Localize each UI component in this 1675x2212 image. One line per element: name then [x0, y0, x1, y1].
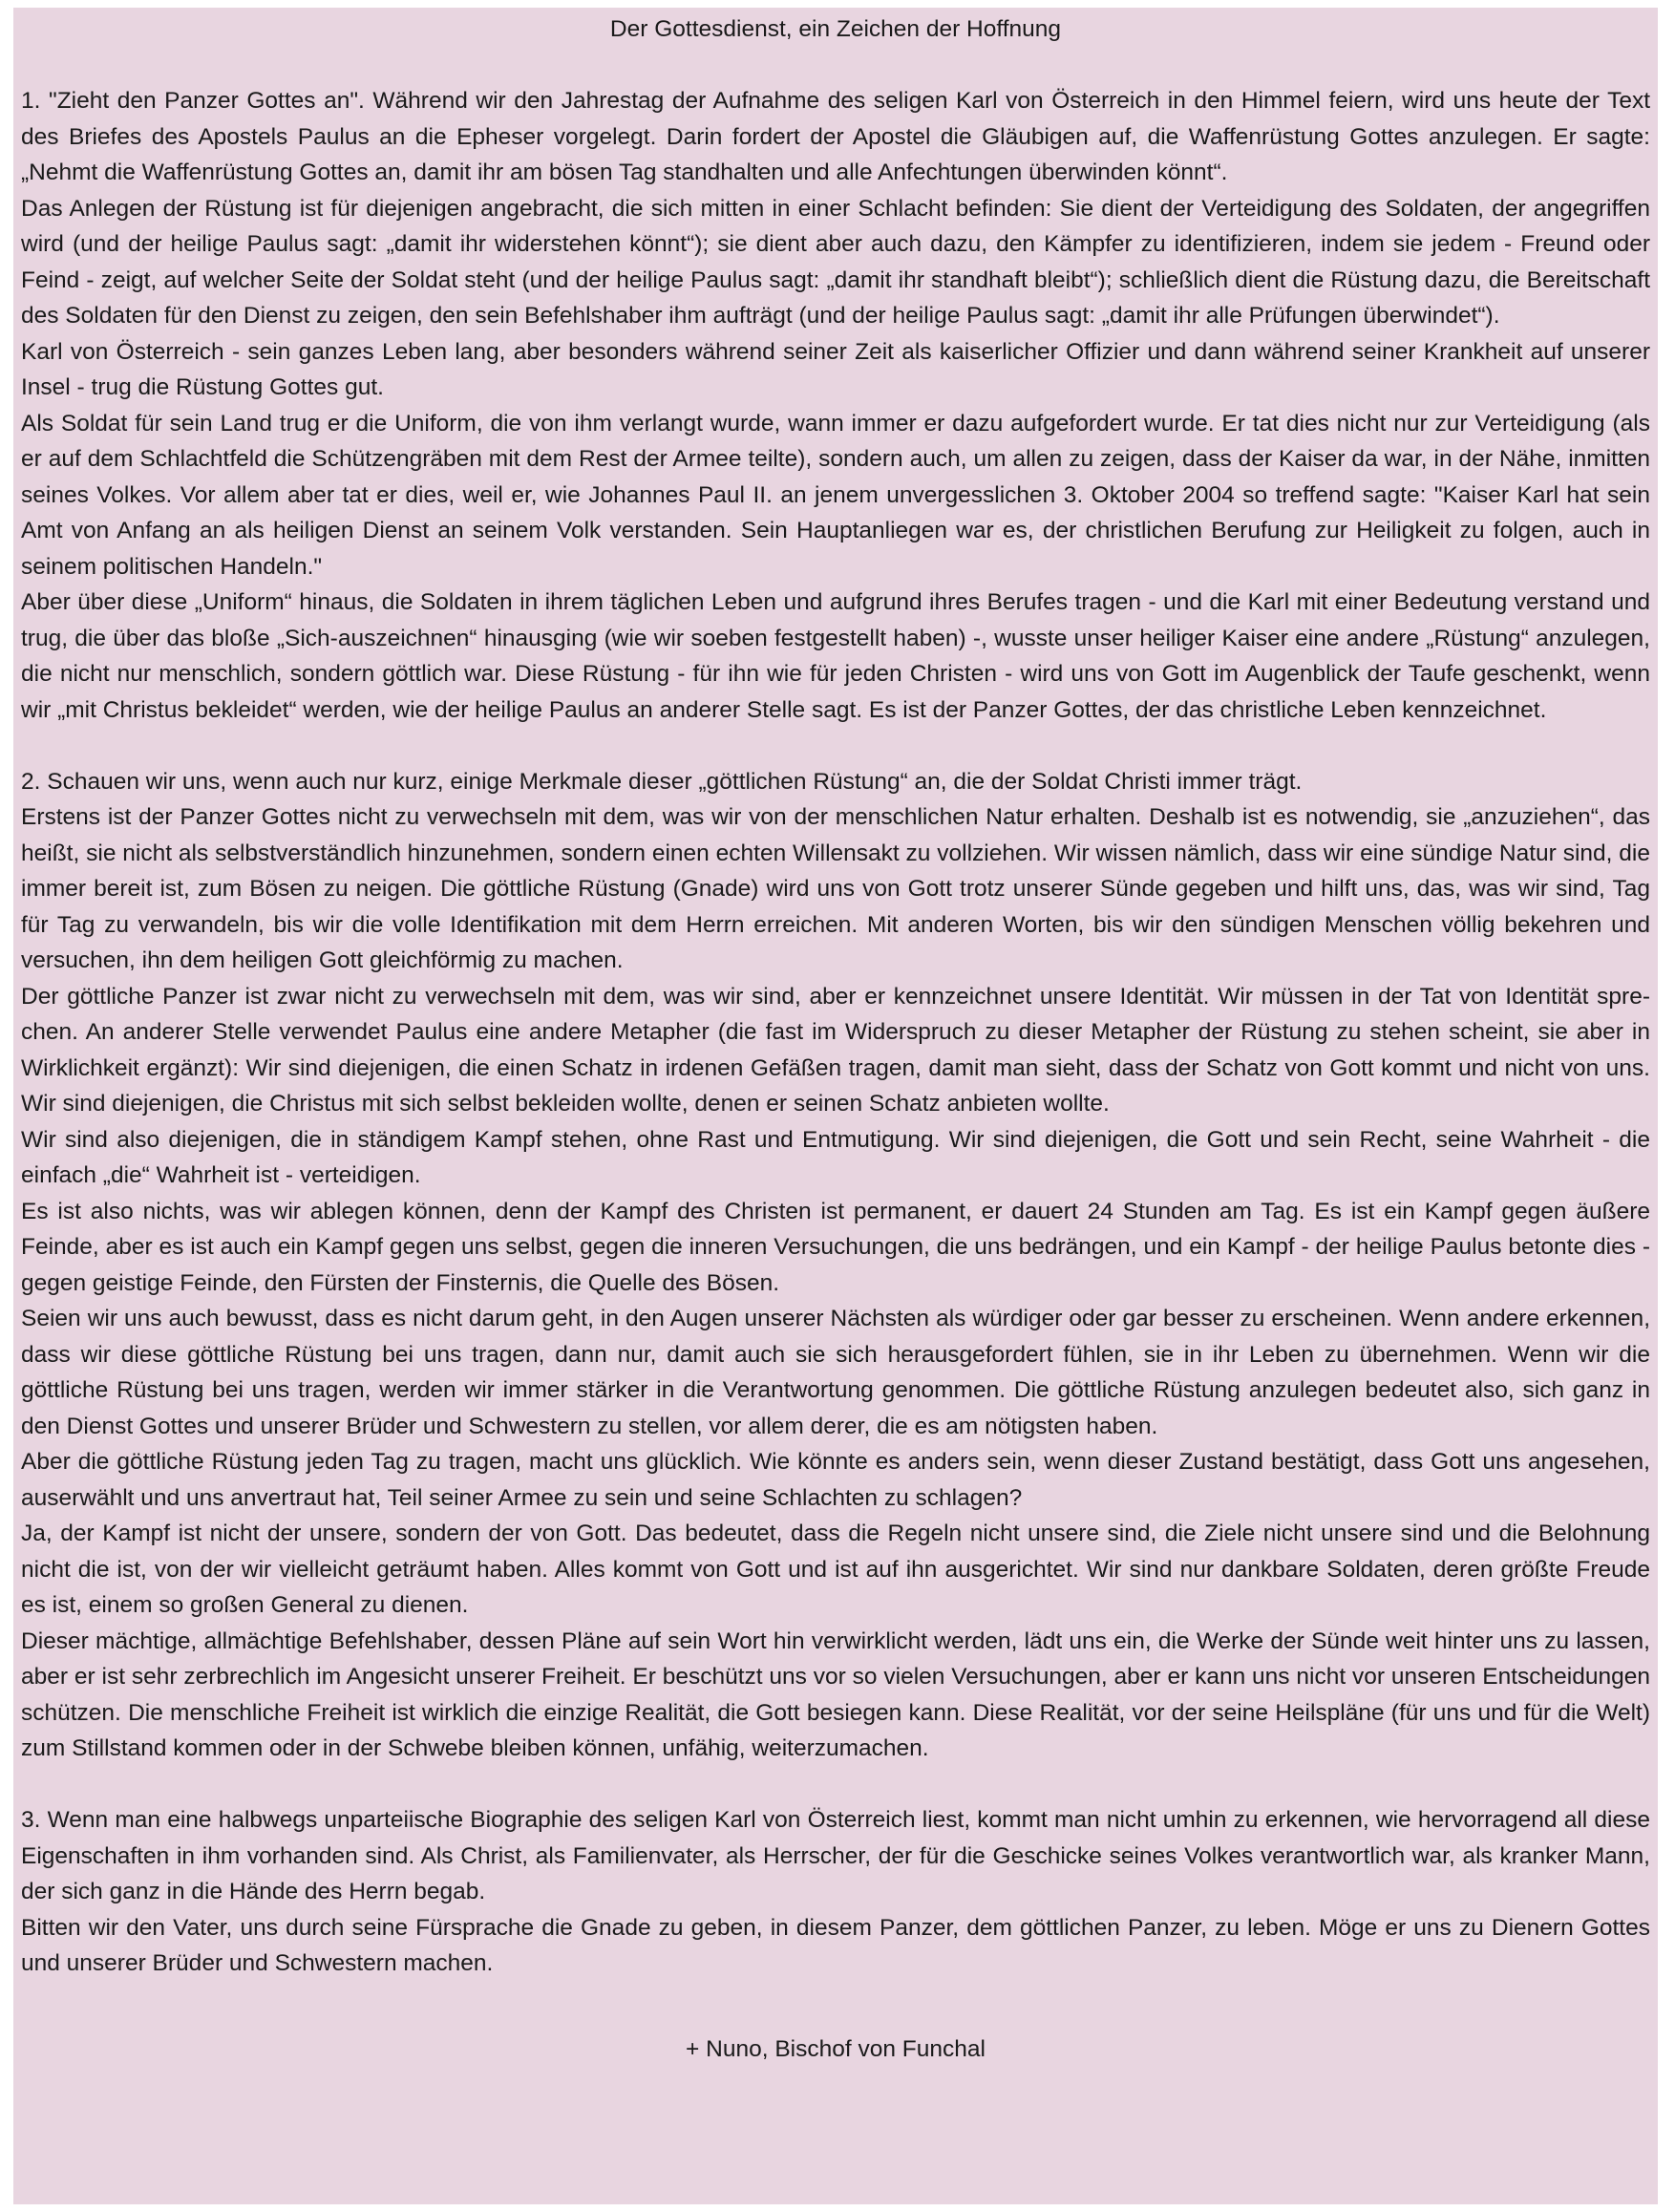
section-1: [21, 83, 1650, 728]
paragraph: Dieser mächtige, allmächtige Befehlshaber, dessen Pläne auf sein Wort hin verwirklicht werden, lädt uns ein, die Werke der Sünde weit hinter uns zu lassen, aber er ist sehr zerbrechlich im Angesicht unserer Freiheit. Er beschützt uns vor so vielen Versuchungen, aber er kann uns nicht vor unseren Entscheidungen schützen. Die menschliche Freiheit ist wirklich die einzige Realität, die Gott besiegen kann. Diese Realität, vor der seine Heilspläne (für uns und für die Welt) zum Stillstand kommen oder in der Schwebe bleiben können, unfähig, weiterzumachen.: [21, 1627, 1650, 1761]
paragraph: Ja, der Kampf ist nicht der unsere, sondern der von Gott. Das bedeutet, dass die Regeln nicht unsere sind, die Ziele nicht unsere sind und die Belohnung nicht die ist, von der wir vielleicht geträumt haben. Alles kommt von Gott und ist auf ihn ausgerichtet. Wir sind nur dankbare Soldaten, deren größte Freude es ist, einem so großen General zu dienen.: [21, 1521, 1650, 1618]
spacer: [21, 48, 1650, 84]
paragraph: Bitten wir den Vater, uns durch seine Fürsprache die Gnade zu geben, in diesem Panzer, dem göttlichen Panzer, zu leben. Möge er uns zu Dienern Gottes und unserer Brüder und Schwestern machen.: [21, 1914, 1650, 1976]
paragraph: Erstens ist der Panzer Gottes nicht zu verwechseln mit dem, was wir von der menschlichen Natur erhalten. Deshalb ist es notwendig, sie „anzuziehen“, das heißt, sie nicht als selbstverständlich hinzunehmen, sondern einen echten Willensakt zu vollziehen. Wir wissen nämlich, dass wir eine sündige Natur sind, die immer bereit ist, zum Bösen zu neigen. Die göttliche Rüstung (Gnade) wird uns von Gott trotz unserer Sünde gegeben und hilft uns, das, was wir sind, Tag für Tag zu verwandeln, bis wir die volle Identifikation mit dem Herrn erreichen. Mit anderen Worten, bis wir den sündigen Menschen völlig bekehren und versuchen, ihn dem heiligen Gott gleichförmig zu machen.: [21, 804, 1650, 973]
paragraph: Wir sind also diejenigen, die in ständigem Kampf stehen, ohne Rast und Entmutigung. Wir sind diejenigen, die Gott und sein Recht, seine Wahrheit - die einfach „die“ Wahrheit ist - verteidigen.: [21, 1126, 1650, 1188]
paragraph: Karl von Österreich - sein ganzes Leben lang, aber besonders während seiner Zeit als kaiserlicher Offizier und dann während seiner Krankheit auf unserer Insel - trug die Rüstung Gottes gut.: [21, 338, 1650, 400]
spacer: [21, 1767, 1650, 1803]
section-3: [21, 1802, 1650, 1982]
paragraph: Als Soldat für sein Land trug er die Uniform, die von ihm verlangt wurde, wann immer er dazu aufgefordert wurde. Er tat dies nicht nur zur Verteidigung (als er auf dem Schlachtfeld die Schützengräben mit dem Rest der Armee teilte), sondern auch, um allen zu zeigen, dass der Kaiser da war, in der Nähe, inmitten seines Volkes. Vor allem aber tat er dies, weil er, wie Johannes Paul II. an jenem unvergesslichen 3. Oktober 2004 so treffend sagte: "Kaiser Karl hat sein Amt von Anfang an als heiligen Dienst an seinem Volk verstanden. Sein Hauptanliegen war es, der christlichen Berufung zur Heiligkeit zu folgen, auch in seinem politischen Handeln.": [21, 410, 1650, 580]
paragraph: Aber über diese „Uniform“ hinaus, die Soldaten in ihrem täglichen Leben und aufgrund ihres Berufes tragen - und die Karl mit einer Bedeutung verstand und trug, die über das bloße „Sich-auszeichnen“ hinausging (wie wir soeben festgestellt haben) -, wusste unser heiliger Kaiser eine andere „Rüstung“ anzulegen, die nicht nur menschlich, sondern göttlich war. Diese Rüstung - für ihn wie für jeden Christen - wird uns von Gott im Augenblick der Taufe geschenkt, wenn wir „mit Christus bekleidet“ werden, wie der heilige Paulus an anderer Stelle sagt. Es ist der Panzer Gottes, der das christliche Leben kennzeichnet.: [21, 589, 1650, 723]
paragraph: Der göttliche Panzer ist zwar nicht zu verwechseln mit dem, was wir sind, aber er kennzeichnet unsere Identität. Wir müssen in der Tat von Identität sprechen. An anderer Stelle verwendet Paulus eine andere Metapher (die fast im Widerspruch zu dieser Metapher der Rüstung zu stehen scheint, sie aber in Wirklichkeit ergänzt): Wir sind diejenigen, die einen Schatz in irdenen Gefäßen tragen, damit man sieht, dass der Schatz von Gott kommt und nicht von uns. Wir sind diejenigen, die Christus mit sich selbst bekleiden wollte, denen er seinen Schatz anbieten wollte.: [21, 983, 1650, 1117]
paragraph: Seien wir uns auch bewusst, dass es nicht darum geht, in den Augen unserer Nächsten als würdiger oder gar besser zu erscheinen. Wenn andere erkennen, dass wir diese göttliche Rüstung bei uns tragen, dann nur, damit auch sie sich herausgefordert fühlen, sie in ihr Leben zu übernehmen. Wenn wir die göttliche Rüstung bei uns tragen, werden wir immer stärker in die Verantwortung genommen. Die göttliche Rüstung anzulegen bedeutet also, sich ganz in den Dienst Gottes und unserer Brüder und Schwestern zu stellen, vor allem derer, die es am nötigsten haben.: [21, 1306, 1650, 1439]
signature: + Nuno, Bischof von Funchal: [686, 2035, 986, 2062]
document-title: Der Gottesdienst, ein Zeichen der Hoffnung: [609, 16, 1062, 42]
paragraph: 2. Schauen wir uns, wenn auch nur kurz, einige Merkmale dieser „göttlichen Rüstung“ an, die der Soldat Christi immer trägt.: [21, 768, 1303, 795]
paragraph: Aber die göttliche Rüstung jeden Tag zu tragen, macht uns glücklich. Wie könnte es anders sein, wenn dieser Zustand bestätigt, dass Gott uns angesehen, auserwählt und uns anvertraut hat, Teil seiner Armee zu sein und seine Schlachten zu schlagen?: [21, 1449, 1650, 1511]
document-page: [13, 8, 1658, 2204]
spacer: [21, 728, 1650, 764]
section-2: [21, 764, 1650, 1767]
paragraph: Das Anlegen der Rüstung ist für diejenigen angebracht, die sich mitten in einer Schlacht befinden: Sie dient der Verteidigung des Soldaten, der angegriffen wird (und der heilige Paulus sagt: „damit ihr widerstehen könnt“); sie dient aber auch dazu, den Kämpfer zu identifizieren, indem sie jedem - Freund oder Feind - zeigt, auf welcher Seite der Soldat steht (und der heilige Paulus sagt: „damit ihr standhaft bleibt“); schließlich dient die Rüstung dazu, die Bereitschaft des Soldaten für den Dienst zu zeigen, den sein Befehlshaber ihm aufträgt (und der heilige Paulus sagt: „damit ihr alle Prüfungen überwindet“).: [21, 195, 1650, 329]
paragraph: 3. Wenn man eine halbwegs unparteiische Biographie des seligen Karl von Österreich liest, kommt man nicht umhin zu erkennen, wie hervorragend all diese Eigenschaften in ihm vorhanden sind. Als Christ, als Familienvater, als Herrscher, der für die Geschicke seines Volkes verantwortlich war, als kranker Mann, der sich ganz in die Hände des Herrn begab.: [21, 1807, 1650, 1904]
paragraph: Es ist also nichts, was wir ablegen können, denn der Kampf des Christen ist permanent, er dauert 24 Stunden am Tag. Es ist ein Kampf gegen äußere Feinde, aber es ist auch ein Kampf gegen uns selbst, gegen die inneren Versuchungen, die uns bedrängen, und ein Kampf - der heilige Paulus betonte dies - gegen geistige Feinde, den Fürsten der Finsternis, die Quelle des Bösen.: [21, 1198, 1650, 1296]
paragraph: 1. "Zieht den Panzer Gottes an". Während wir den Jahrestag der Aufnahme des seligen Karl von Österreich in den Himmel feiern, wird uns heute der Text des Briefes des Apostels Paulus an die Epheser vorgelegt. Darin fordert der Apostel die Gläubigen auf, die Waffenrüstung Gottes anzulegen. Er sagte: „Nehmt die Waffenrüstung Gottes an, damit ihr am bösen Tag standhalten und alle Anfechtungen überwinden könnt“.: [21, 88, 1650, 185]
